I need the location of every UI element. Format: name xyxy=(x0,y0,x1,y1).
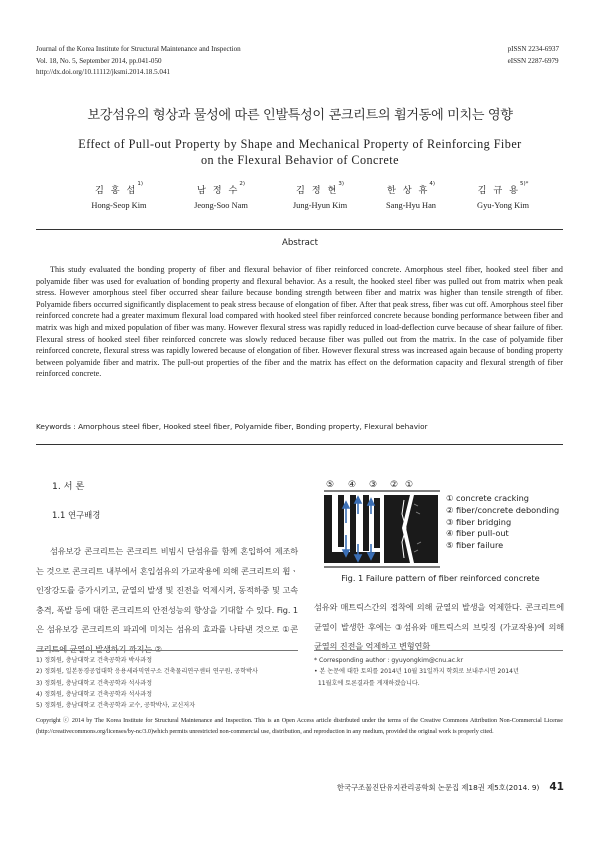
footnotes-corresponding xyxy=(314,655,564,689)
legend-item: ① concrete cracking xyxy=(446,493,530,503)
discussion-note: • 본 논문에 대한 토의를 2014년 10월 31일까지 학회로 보내주시면 2014년 xyxy=(314,668,519,676)
title-korean: 보강섬유의 형상과 물성에 따른 인발특성이 콘크리트의 휨거동에 미치는 영향 xyxy=(87,108,513,123)
corresponding-author: * Corresponding author : gyuyongkim@cnu.ac.kr xyxy=(314,657,464,664)
author-affiliation-mark: 2) xyxy=(239,181,246,187)
issn-block xyxy=(508,44,559,67)
footnotes-affiliations xyxy=(36,655,258,711)
discussion-note-cont: 11월호에 토론결과를 게재하겠습니다. xyxy=(314,679,420,687)
abstract-title: Abstract xyxy=(281,238,319,248)
footnote: 5) 정회원, 충남대학교 건축공학과 교수, 공학박사, 교신저자 xyxy=(36,702,196,710)
fiber-bar xyxy=(350,495,356,555)
author-name-en: Jung-Hyun Kim xyxy=(292,201,348,210)
copyright-notice: Copyright ⓒ 2014 by The Korea Institute for Structural Maintenance and Inspection. This is an Open Access article distributed under the terms of the Creative Commons Attribution Non-Commercial License (http://creativecommons.org/licenses/by-nc/3.0)which permits unrestricted non-commercial use, distribution, and reproduction in any medium, provided the original work is properly cited. xyxy=(36,718,563,736)
subsection-heading: 1.1 연구배경 xyxy=(52,510,101,520)
footnote-rule-right xyxy=(314,650,563,651)
author-affiliation-mark: 3) xyxy=(338,181,345,187)
legend-item: ⑤ fiber failure xyxy=(446,540,504,551)
journal-volume: Vol. 18, No. 5, September 2014, pp.041-050 xyxy=(36,56,162,65)
journal-name: Journal of the Korea Institute for Structural Maintenance and Inspection xyxy=(36,45,241,53)
author-name-ko: 한 상 휴 xyxy=(386,185,430,196)
label-3: ③ xyxy=(369,480,378,490)
eissn: eISSN 2287-6979 xyxy=(507,56,559,65)
author-5 xyxy=(448,182,558,210)
page-number: 41 xyxy=(549,781,564,793)
author-name-en: Gyu-Yong Kim xyxy=(477,201,529,210)
footnote: 3) 정회원, 충남대학교 건축공학과 석사과정 xyxy=(36,679,153,687)
title-english-line2: on the Flexural Behavior of Concrete xyxy=(201,153,399,167)
author-name-en: Jeong-Soo Nam xyxy=(194,201,248,210)
footnote-rule-left xyxy=(36,650,298,651)
author-affiliation-mark: 4) xyxy=(429,181,436,187)
abstract-bottom-rule xyxy=(36,444,563,445)
legend-item: ② fiber/concrete debonding xyxy=(446,504,560,515)
author-affiliation-mark: 1) xyxy=(137,181,144,187)
label-5: ⑤ xyxy=(326,480,335,490)
keywords: Keywords : Amorphous steel fiber, Hooked steel fiber, Polyamide fiber, Bonding property, Flexural behavior xyxy=(36,422,428,431)
abstract-top-rule xyxy=(36,229,563,230)
title-english-line1: Effect of Pull-out Property by Shape and Mechanical Property of Reinforcing Fiber xyxy=(78,137,522,151)
footnote: 2) 정회원, 일본동경공업대학 응용세라믹연구소 건축물리연구센터 연구원, 공학박사 xyxy=(36,668,258,676)
author-name-en: Hong-Seop Kim xyxy=(91,201,147,210)
journal-header xyxy=(36,44,241,79)
body-text-right: 섬유와 매트릭스간의 접착에 의해 균열의 발생을 억제한다. 콘크리트에 균열이 발생한 후에는 ③섬유와 매트릭스의 브릿징 (가교작용)에 의해 균열의 진전을 억제하고 변형연화 xyxy=(314,602,564,652)
legend-item: ③ fiber bridging xyxy=(446,516,512,527)
page-footer xyxy=(337,781,564,793)
fiber-bar xyxy=(384,495,392,563)
author-affiliation-mark: 5)* xyxy=(520,181,529,187)
fiber-bar xyxy=(426,495,438,563)
body-text-left: 섬유보강 콘크리트는 콘크리트 비빔시 단섬유를 함께 혼입하여 제조하는 것으로 콘크리트 내부에서 혼입섬유의 가교작용에 의해 콘크리트의 휨ㆍ인장강도를 증가시키고, 균열의 발생 및 진전을 억제시켜, 동적하중 및 고속 충격, 폭발 등에 대한 콘크리트의 안전성능의 향상을 기대할 수 있다. Fig. 1은 섬유보강 콘크리트의 파괴에 미치는 섬유의 효과를 나타낸 것으로 ①콘크리트에 균열이 발생하기 까지는 ② xyxy=(36,546,298,654)
author-name-ko: 남 정 수 xyxy=(196,185,240,196)
figure-caption: Fig. 1 Failure pattern of fiber reinforced concrete xyxy=(341,573,540,583)
pissn: pISSN 2234-6937 xyxy=(507,45,559,53)
label-4: ④ xyxy=(348,480,357,490)
author-2 xyxy=(166,182,276,210)
author-name-ko: 김 홍 섭 xyxy=(94,185,138,196)
footer-journal: 한국구조물진단유지관리공학회 논문집 제18권 제5호(2014. 9) xyxy=(336,783,540,792)
section-heading: 1. 서 론 xyxy=(52,481,85,492)
footnote: 1) 정회원, 충남대학교 건축공학과 박사과정 xyxy=(36,657,153,664)
label-1: ① xyxy=(405,480,414,490)
title-english xyxy=(60,136,540,168)
figure-legend xyxy=(446,493,559,552)
legend-item: ④ fiber pull-out xyxy=(446,528,509,539)
fiber-bar xyxy=(338,495,344,547)
abstract-body: This study evaluated the bonding property of fiber and flexural behavior of fiber reinforced concrete. Amorphous steel fiber, hooked steel fiber and polyamide fiber was used for evaluation of bonding property and flexural behavior. As a result, the hooked steel fiber was pulled out from matrix when peak stress. However amorphous steel fiber occurred shear failure because bonding strength between fiber and matrix was higher than tensile strength of fiber. Polyamide fibers occurred significantly displacement to peak stress because of elongation of fiber. After that peak stress, fiber was cut off. Amorphous steel fiber reinforced concrete had a greater maximum flexural load compared with hooked steel fiber reinforced concrete because bonding performance between fiber and matrix was high and mixed population of fiber was many. However flexural stress was rapidly reduced in load-deflection curve because of shear failure of fiber. Flexural stress of hooked steel fiber reinforced concrete was slowly reduced because fiber was pulled out from the matrix. In the case of polyamide fiber reinforced concrete, flexural stress was rapidly lowered because of elongation of fiber. However flexural stress was increased again because of bonding property between polyamide fiber and matrix. The pull-out properties of the fiber and the matrix has effect on the deformation capacity and flexural strength of fiber reinforced concrete. xyxy=(36,265,563,379)
author-1 xyxy=(64,182,174,210)
footnote: 4) 정회원, 충남대학교 건축공학과 석사과정 xyxy=(36,690,153,698)
author-name-en: Sang-Hyu Han xyxy=(385,201,436,210)
author-name-ko: 김 규 용 xyxy=(477,185,521,196)
author-name-ko: 김 정 현 xyxy=(295,185,339,196)
label-2: ② xyxy=(390,480,399,490)
doi-link[interactable]: http://dx.doi.org/10.11112/jksmi.2014.18.5.041 xyxy=(36,68,171,76)
